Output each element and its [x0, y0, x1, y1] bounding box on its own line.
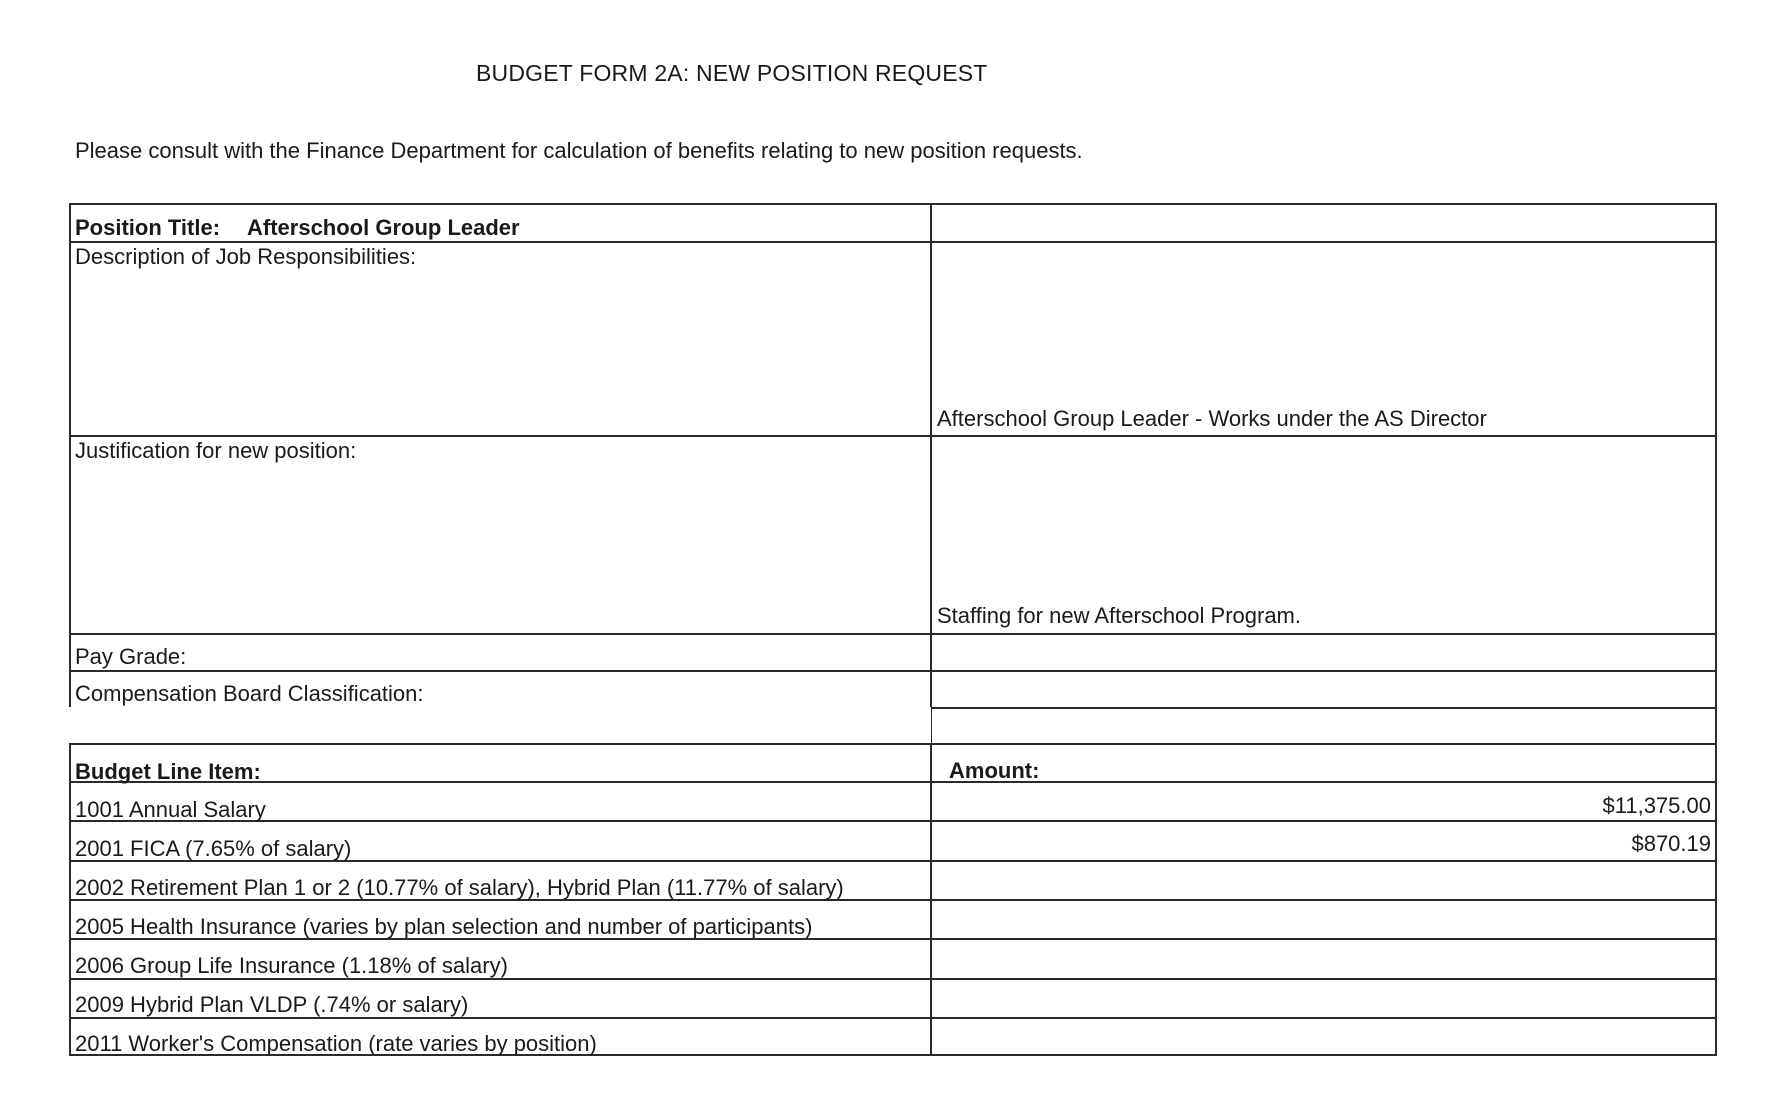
- budget-line-item-header: Budget Line Item:: [75, 759, 261, 784]
- position-title-label: Position Title:: [75, 215, 221, 240]
- budget-item-label: 2005 Health Insurance (varies by plan selection and number of participants): [75, 914, 813, 939]
- amount-header: Amount:: [949, 758, 1040, 783]
- row-divider: [71, 633, 1715, 635]
- description-value: Afterschool Group Leader - Works under the AS Director: [937, 406, 1487, 431]
- budget-item-amount: $870.19: [1631, 831, 1711, 856]
- pay-grade-label: Pay Grade:: [75, 644, 187, 669]
- row-divider: [71, 820, 1715, 822]
- budget-item-label: 2001 FICA (7.65% of salary): [75, 836, 352, 861]
- form-title: BUDGET FORM 2A: NEW POSITION REQUEST: [476, 60, 988, 86]
- row-divider: [71, 1017, 1715, 1019]
- budget-item-amount: $11,375.00: [1602, 793, 1711, 818]
- row-divider: [71, 781, 1715, 783]
- budget-item-label: 2009 Hybrid Plan VLDP (.74% or salary): [75, 992, 469, 1017]
- section-gap: [71, 707, 931, 743]
- justification-label: Justification for new position:: [75, 438, 357, 463]
- row-divider: [71, 978, 1715, 980]
- position-title-value: Afterschool Group Leader: [247, 215, 520, 240]
- comp-board-label: Compensation Board Classification:: [75, 681, 424, 706]
- section-gap-edge: [69, 707, 71, 743]
- row-divider: [71, 670, 1715, 672]
- description-label: Description of Job Responsibilities:: [75, 244, 417, 269]
- budget-item-label: 1001 Annual Salary: [75, 797, 266, 822]
- justification-value: Staffing for new Afterschool Program.: [937, 603, 1301, 628]
- row-divider: [71, 435, 1715, 437]
- row-divider: [71, 241, 1715, 243]
- budget-item-label: 2011 Worker's Compensation (rate varies by position): [75, 1031, 597, 1056]
- budget-item-label: 2002 Retirement Plan 1 or 2 (10.77% of salary), Hybrid Plan (11.77% of salary): [75, 875, 844, 900]
- position-request-table: [69, 203, 1717, 1056]
- row-divider: [71, 743, 1715, 745]
- column-divider: [930, 205, 932, 1054]
- form-instructions: Please consult with the Finance Department for calculation of benefits relating to new position requests.: [75, 138, 1083, 163]
- budget-item-label: 2006 Group Life Insurance (1.18% of salary): [75, 953, 508, 978]
